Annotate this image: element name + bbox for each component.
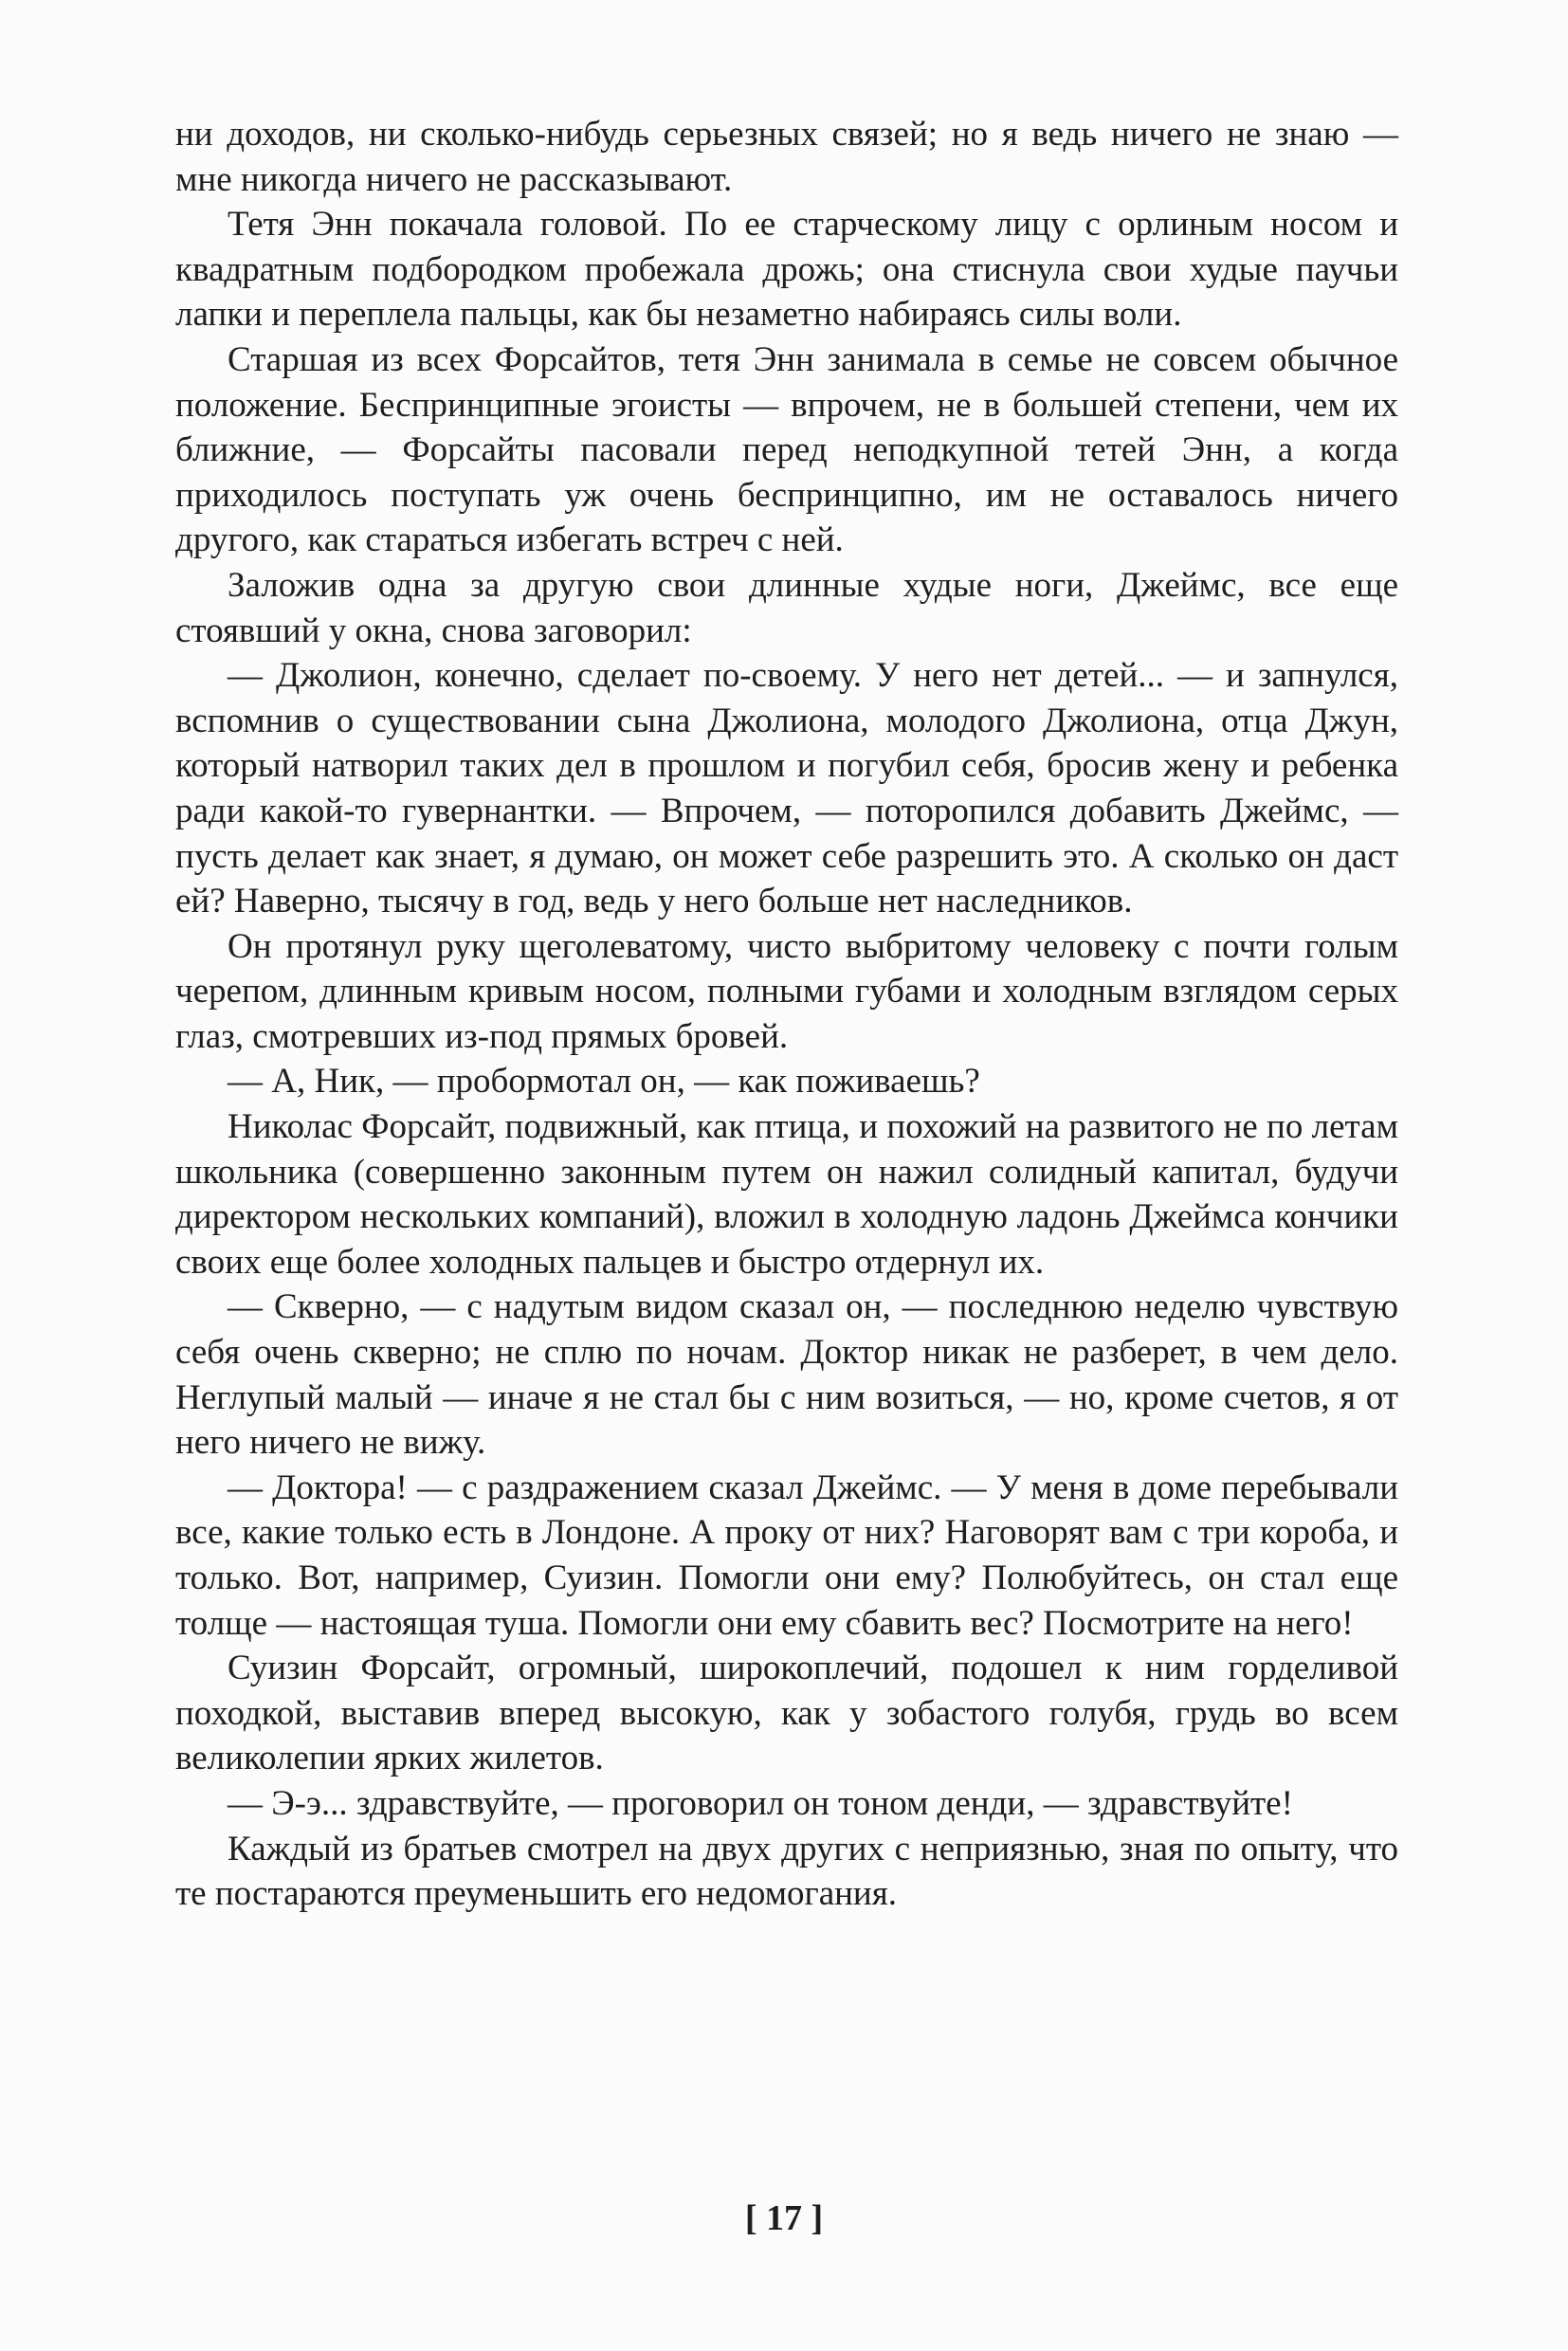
- paragraph: — Доктора! — с раздражением сказал Джеймс. — У меня в доме перебывали все, какие только есть в Лондоне. А проку от них? Наговорят вам с три короба, и только. Вот, например, Суизин. Помогли они ему? Полюбуйтесь, он стал еще толще — настоящая туша. Помогли они ему сбавить вес? Посмотрите на него!: [175, 1467, 1398, 1643]
- paragraph: Заложив одна за другую свои длинные худые ноги, Джеймс, все еще стоявший у окна, снова заговорил:: [175, 565, 1398, 650]
- paragraph: Суизин Форсайт, огромный, широкоплечий, подошел к ним горделивой походкой, выставив вперед высокую, как у зобастого голубя, грудь во всем великолепии ярких жилетов.: [175, 1649, 1398, 1778]
- paragraph: Старшая из всех Форсайтов, тетя Энн занимала в семье не совсем обычное положение. Беспринципные эгоисты — впрочем, не в большей степени, чем их ближние, — Форсайты пасовали перед неподкупной тетей Энн, а когда приходилось поступать уж очень беспринципно, им не оставалось ничего другого, как стараться избегать встреч с ней.: [175, 339, 1398, 560]
- body-text: [175, 112, 1398, 1917]
- paragraph: ни доходов, ни сколько-нибудь серьезных связей; но я ведь ничего не знаю — мне никогда ничего не рассказывают.: [175, 115, 1398, 199]
- page-number: [ 17 ]: [744, 2198, 824, 2238]
- paragraph: — А, Ник, — пробормотал он, — как поживаешь?: [228, 1062, 980, 1102]
- paragraph: Каждый из братьев смотрел на двух других с неприязнью, зная по опыту, что те постараются преуменьшить его недомогания.: [175, 1829, 1398, 1914]
- paragraph: — Джолион, конечно, сделает по-своему. У него нет детей... — и запнулся, вспомнив о существовании сына Джолиона, молодого Джолиона, отца Джун, который натворил таких дел в прошлом и погубил себя, бросив жену и ребенка ради какой-то гувернантки. — Впрочем, — поторопился добавить Джеймс, — пусть делает как знает, я думаю, он может себе разрешить это. А сколько он даст ей? Наверно, тысячу в год, ведь у него больше нет наследников.: [175, 656, 1398, 921]
- paragraph: Тетя Энн покачала головой. По ее старческому лицу с орлиным носом и квадратным подбородком пробежала дрожь; она стиснула свои худые паучьи лапки и переплела пальцы, как бы незаметно набираясь силы воли.: [175, 205, 1398, 335]
- paragraph: — Э-э... здравствуйте, — проговорил он тоном денди, — здравствуйте!: [228, 1783, 1293, 1823]
- paragraph: Николас Форсайт, подвижный, как птица, и похожий на развитого не по летам школьника (совершенно законным путем он нажил солидный капитал, будучи директором нескольких компаний), вложил в холодную ладонь Джеймса кончики своих еще более холодных пальцев и быстро отдернул их.: [175, 1107, 1398, 1282]
- paragraph: Он протянул руку щеголеватому, чисто выбритому человеку с почти голым черепом, длинным кривым носом, полными губами и холодным взглядом серых глаз, смотревших из-под прямых бровей.: [175, 926, 1398, 1056]
- paragraph: — Скверно, — с надутым видом сказал он, — последнюю неделю чувствую себя очень скверно; не сплю по ночам. Доктор никак не разберет, в чем дело. Неглупый малый — иначе я не стал бы с ним возиться, — но, кроме счетов, я от него ничего не вижу.: [175, 1287, 1398, 1463]
